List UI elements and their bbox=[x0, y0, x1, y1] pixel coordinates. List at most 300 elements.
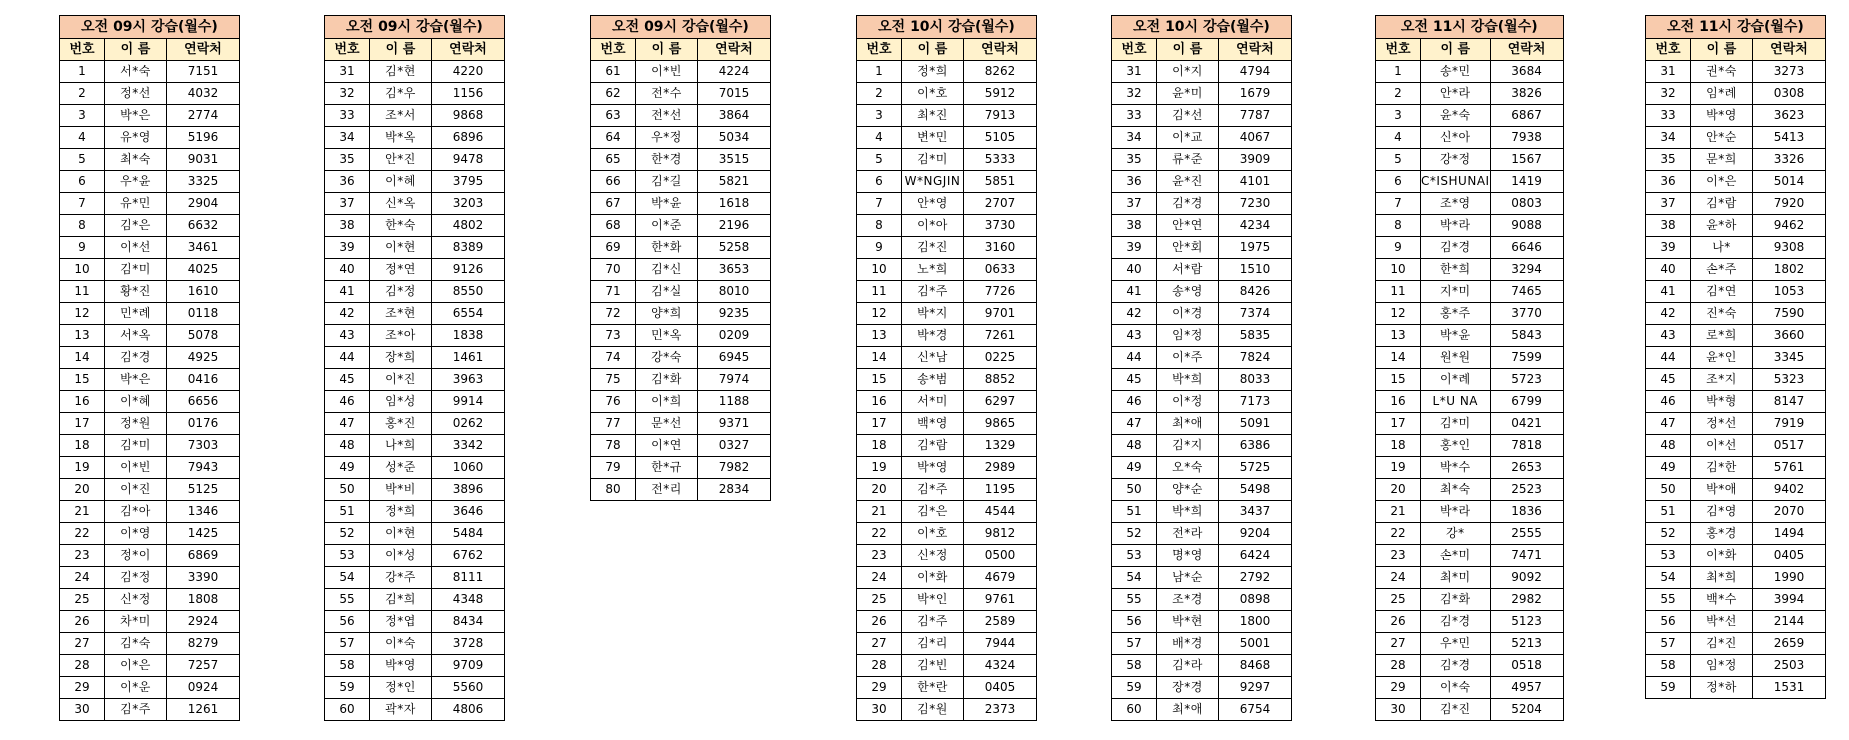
row-phone: 8426 bbox=[1219, 281, 1292, 303]
table-row bbox=[857, 567, 1037, 589]
row-name: 김*주 bbox=[902, 479, 964, 501]
row-number: 22 bbox=[1376, 523, 1421, 545]
row-number: 12 bbox=[60, 303, 105, 325]
row-phone: 9761 bbox=[964, 589, 1037, 611]
row-name: 한*경 bbox=[636, 149, 698, 171]
row-name: 이*호 bbox=[902, 523, 964, 545]
row-phone: 8262 bbox=[964, 61, 1037, 83]
row-phone: 7015 bbox=[698, 83, 771, 105]
row-name: 정*하 bbox=[1691, 677, 1753, 699]
table-row bbox=[1112, 633, 1292, 655]
table-row bbox=[1112, 61, 1292, 83]
table-row bbox=[591, 237, 771, 259]
table-row bbox=[60, 699, 240, 721]
row-number: 52 bbox=[1112, 523, 1157, 545]
row-name: 강*주 bbox=[370, 567, 432, 589]
row-name: 윤*숙 bbox=[1421, 105, 1491, 127]
table-row bbox=[1112, 281, 1292, 303]
row-number: 39 bbox=[325, 237, 370, 259]
row-phone: 4679 bbox=[964, 567, 1037, 589]
table-row bbox=[325, 215, 505, 237]
table-row bbox=[1376, 303, 1564, 325]
row-name: 로*희 bbox=[1691, 325, 1753, 347]
row-number: 49 bbox=[1112, 457, 1157, 479]
table-row bbox=[1376, 523, 1564, 545]
row-number: 28 bbox=[1376, 655, 1421, 677]
table-row bbox=[1376, 457, 1564, 479]
row-number: 75 bbox=[591, 369, 636, 391]
row-name: 최*진 bbox=[902, 105, 964, 127]
table-row bbox=[591, 105, 771, 127]
table-row bbox=[1376, 567, 1564, 589]
row-number: 3 bbox=[857, 105, 902, 127]
row-number: 69 bbox=[591, 237, 636, 259]
row-name: 박*윤 bbox=[636, 193, 698, 215]
row-phone: 1800 bbox=[1219, 611, 1292, 633]
roster-table-1 bbox=[59, 15, 240, 721]
row-phone: 7374 bbox=[1219, 303, 1292, 325]
row-phone: 5323 bbox=[1753, 369, 1826, 391]
row-number: 1 bbox=[60, 61, 105, 83]
row-phone: 6632 bbox=[167, 215, 240, 237]
row-name: 이*빈 bbox=[636, 61, 698, 83]
table-row bbox=[1376, 391, 1564, 413]
row-name: 이*선 bbox=[1691, 435, 1753, 457]
table-row bbox=[60, 457, 240, 479]
row-phone: 7261 bbox=[964, 325, 1037, 347]
row-name: 한*희 bbox=[1421, 259, 1491, 281]
table-row bbox=[1646, 369, 1826, 391]
row-number: 7 bbox=[1376, 193, 1421, 215]
table-row bbox=[1112, 457, 1292, 479]
row-phone: 3160 bbox=[964, 237, 1037, 259]
row-number: 54 bbox=[1646, 567, 1691, 589]
table-row bbox=[325, 325, 505, 347]
table-row bbox=[1646, 347, 1826, 369]
row-name: 류*준 bbox=[1157, 149, 1219, 171]
row-phone: 2589 bbox=[964, 611, 1037, 633]
header-name: 이 름 bbox=[1421, 39, 1491, 61]
table-row bbox=[857, 347, 1037, 369]
row-name: 이*혜 bbox=[105, 391, 167, 413]
row-number: 15 bbox=[1376, 369, 1421, 391]
row-name: 김*숙 bbox=[105, 633, 167, 655]
row-name: 이*연 bbox=[636, 435, 698, 457]
table-row bbox=[1112, 501, 1292, 523]
header-number: 번호 bbox=[857, 39, 902, 61]
table-row bbox=[60, 589, 240, 611]
row-number: 35 bbox=[1646, 149, 1691, 171]
row-name: 김*실 bbox=[636, 281, 698, 303]
row-number: 52 bbox=[1646, 523, 1691, 545]
table-row bbox=[325, 567, 505, 589]
row-name: 조*경 bbox=[1157, 589, 1219, 611]
row-name: 박*비 bbox=[370, 479, 432, 501]
row-name: 김*현 bbox=[370, 61, 432, 83]
row-name: 박*윤 bbox=[1421, 325, 1491, 347]
header-number: 번호 bbox=[591, 39, 636, 61]
row-phone: 2144 bbox=[1753, 611, 1826, 633]
table-row bbox=[591, 127, 771, 149]
row-phone: 9088 bbox=[1490, 215, 1563, 237]
table-row bbox=[1646, 457, 1826, 479]
row-phone: 4234 bbox=[1219, 215, 1292, 237]
row-number: 33 bbox=[325, 105, 370, 127]
header-row bbox=[1646, 39, 1826, 61]
table-row bbox=[60, 215, 240, 237]
table-row bbox=[857, 633, 1037, 655]
row-number: 74 bbox=[591, 347, 636, 369]
header-phone: 연락처 bbox=[1219, 39, 1292, 61]
row-name: 김*미 bbox=[105, 435, 167, 457]
row-number: 14 bbox=[857, 347, 902, 369]
row-number: 44 bbox=[325, 347, 370, 369]
header-name: 이 름 bbox=[1157, 39, 1219, 61]
table-row bbox=[1112, 545, 1292, 567]
row-phone: 6896 bbox=[432, 127, 505, 149]
row-phone: 0176 bbox=[167, 413, 240, 435]
row-name: 이*준 bbox=[636, 215, 698, 237]
table-row bbox=[591, 193, 771, 215]
row-number: 6 bbox=[60, 171, 105, 193]
row-name: 명*영 bbox=[1157, 545, 1219, 567]
header-number: 번호 bbox=[60, 39, 105, 61]
header-row bbox=[591, 39, 771, 61]
table-row bbox=[1112, 149, 1292, 171]
table-row bbox=[1112, 237, 1292, 259]
row-name: 박*선 bbox=[1691, 611, 1753, 633]
row-name: 김*원 bbox=[902, 699, 964, 721]
table-row bbox=[1376, 369, 1564, 391]
table-row bbox=[1646, 567, 1826, 589]
row-number: 24 bbox=[857, 567, 902, 589]
row-phone: 6945 bbox=[698, 347, 771, 369]
row-phone: 1836 bbox=[1490, 501, 1563, 523]
row-number: 53 bbox=[325, 545, 370, 567]
table-row bbox=[325, 545, 505, 567]
row-number: 31 bbox=[1646, 61, 1691, 83]
table-row bbox=[1646, 215, 1826, 237]
row-number: 11 bbox=[1376, 281, 1421, 303]
row-name: 이*아 bbox=[902, 215, 964, 237]
row-phone: 7471 bbox=[1490, 545, 1563, 567]
row-phone: 2774 bbox=[167, 105, 240, 127]
row-name: 최*애 bbox=[1157, 699, 1219, 721]
table-row bbox=[1646, 303, 1826, 325]
row-number: 15 bbox=[857, 369, 902, 391]
table-title: 오전 10시 강습(월수) bbox=[1112, 16, 1292, 39]
row-phone: 8033 bbox=[1219, 369, 1292, 391]
table-row bbox=[1646, 391, 1826, 413]
row-phone: 0308 bbox=[1753, 83, 1826, 105]
row-name: 안*진 bbox=[370, 149, 432, 171]
row-number: 4 bbox=[60, 127, 105, 149]
row-phone: 6656 bbox=[167, 391, 240, 413]
row-number: 67 bbox=[591, 193, 636, 215]
row-name: 나*희 bbox=[370, 435, 432, 457]
row-phone: 0421 bbox=[1490, 413, 1563, 435]
row-number: 76 bbox=[591, 391, 636, 413]
table-row bbox=[1376, 413, 1564, 435]
row-number: 48 bbox=[325, 435, 370, 457]
row-phone: 2523 bbox=[1490, 479, 1563, 501]
row-phone: 9865 bbox=[964, 413, 1037, 435]
table-row bbox=[1112, 259, 1292, 281]
row-phone: 2834 bbox=[698, 479, 771, 501]
row-phone: 1461 bbox=[432, 347, 505, 369]
header-phone: 연락처 bbox=[1753, 39, 1826, 61]
row-phone: 1567 bbox=[1490, 149, 1563, 171]
row-name: 신*아 bbox=[1421, 127, 1491, 149]
row-name: 손*미 bbox=[1421, 545, 1491, 567]
row-phone: 0225 bbox=[964, 347, 1037, 369]
table-row bbox=[857, 237, 1037, 259]
row-number: 8 bbox=[857, 215, 902, 237]
row-phone: 7920 bbox=[1753, 193, 1826, 215]
row-name: 송*민 bbox=[1421, 61, 1491, 83]
row-name: 홍*주 bbox=[1421, 303, 1491, 325]
row-name: 정*희 bbox=[370, 501, 432, 523]
row-phone: 8468 bbox=[1219, 655, 1292, 677]
table-row bbox=[857, 369, 1037, 391]
row-name: L*U NA bbox=[1421, 391, 1491, 413]
table-row bbox=[857, 281, 1037, 303]
row-number: 77 bbox=[591, 413, 636, 435]
row-name: 문*희 bbox=[1691, 149, 1753, 171]
table-row bbox=[325, 699, 505, 721]
row-name: 이*진 bbox=[105, 479, 167, 501]
table-row bbox=[1376, 633, 1564, 655]
row-name: 임*정 bbox=[1157, 325, 1219, 347]
row-name: 김*희 bbox=[370, 589, 432, 611]
table-row bbox=[1112, 655, 1292, 677]
row-name: 서*미 bbox=[902, 391, 964, 413]
row-name: 신*정 bbox=[902, 545, 964, 567]
row-number: 10 bbox=[1376, 259, 1421, 281]
row-name: 김*미 bbox=[1421, 413, 1491, 435]
row-phone: 3770 bbox=[1490, 303, 1563, 325]
row-number: 13 bbox=[857, 325, 902, 347]
table-row bbox=[325, 303, 505, 325]
row-phone: 9478 bbox=[432, 149, 505, 171]
table-row bbox=[1376, 83, 1564, 105]
table-row bbox=[1376, 655, 1564, 677]
table-title-row bbox=[591, 16, 771, 39]
row-name: 김*한 bbox=[1691, 457, 1753, 479]
table-row bbox=[857, 435, 1037, 457]
table-row bbox=[60, 259, 240, 281]
table-row bbox=[325, 83, 505, 105]
table-row bbox=[591, 325, 771, 347]
row-number: 9 bbox=[1376, 237, 1421, 259]
row-name: 박*라 bbox=[1421, 215, 1491, 237]
row-number: 18 bbox=[857, 435, 902, 457]
table-row bbox=[857, 193, 1037, 215]
row-phone: 1679 bbox=[1219, 83, 1292, 105]
row-phone: 3437 bbox=[1219, 501, 1292, 523]
row-phone: 1419 bbox=[1490, 171, 1563, 193]
row-name: 이*진 bbox=[370, 369, 432, 391]
row-number: 2 bbox=[60, 83, 105, 105]
row-name: 이*현 bbox=[370, 237, 432, 259]
row-phone: 1838 bbox=[432, 325, 505, 347]
row-phone: 5091 bbox=[1219, 413, 1292, 435]
row-name: 나* bbox=[1691, 237, 1753, 259]
row-phone: 3994 bbox=[1753, 589, 1826, 611]
table-title-row bbox=[857, 16, 1037, 39]
table-row bbox=[1646, 105, 1826, 127]
row-phone: 5498 bbox=[1219, 479, 1292, 501]
row-phone: 1053 bbox=[1753, 281, 1826, 303]
row-phone: 5125 bbox=[167, 479, 240, 501]
table-row bbox=[1376, 325, 1564, 347]
row-number: 45 bbox=[325, 369, 370, 391]
row-name: 노*희 bbox=[902, 259, 964, 281]
row-name: 오*숙 bbox=[1157, 457, 1219, 479]
row-name: 박*라 bbox=[1421, 501, 1491, 523]
row-number: 54 bbox=[325, 567, 370, 589]
table-row bbox=[325, 105, 505, 127]
row-phone: 1510 bbox=[1219, 259, 1292, 281]
table-row bbox=[857, 61, 1037, 83]
row-name: 송*범 bbox=[902, 369, 964, 391]
table-row bbox=[857, 215, 1037, 237]
row-phone: 4925 bbox=[167, 347, 240, 369]
table-row bbox=[1112, 215, 1292, 237]
row-name: 박*경 bbox=[902, 325, 964, 347]
row-number: 17 bbox=[857, 413, 902, 435]
row-name: 장*희 bbox=[370, 347, 432, 369]
roster-table-5 bbox=[1111, 15, 1292, 721]
row-phone: 9709 bbox=[432, 655, 505, 677]
row-phone: 8434 bbox=[432, 611, 505, 633]
header-phone: 연락처 bbox=[964, 39, 1037, 61]
row-number: 27 bbox=[60, 633, 105, 655]
row-phone: 9402 bbox=[1753, 479, 1826, 501]
row-name: 임*례 bbox=[1691, 83, 1753, 105]
row-number: 52 bbox=[325, 523, 370, 545]
table-row bbox=[1646, 479, 1826, 501]
row-name: 윤*진 bbox=[1157, 171, 1219, 193]
table-row bbox=[591, 347, 771, 369]
row-name: 윤*하 bbox=[1691, 215, 1753, 237]
table-row bbox=[60, 611, 240, 633]
row-number: 19 bbox=[1376, 457, 1421, 479]
row-number: 19 bbox=[857, 457, 902, 479]
table-row bbox=[1646, 523, 1826, 545]
row-phone: 5723 bbox=[1490, 369, 1563, 391]
row-phone: 3294 bbox=[1490, 259, 1563, 281]
header-number: 번호 bbox=[1112, 39, 1157, 61]
row-phone: 5912 bbox=[964, 83, 1037, 105]
row-phone: 5014 bbox=[1753, 171, 1826, 193]
table-row bbox=[1376, 435, 1564, 457]
row-name: 이*혜 bbox=[370, 171, 432, 193]
row-name: 우*정 bbox=[636, 127, 698, 149]
row-number: 49 bbox=[1646, 457, 1691, 479]
row-phone: 1990 bbox=[1753, 567, 1826, 589]
row-number: 18 bbox=[1376, 435, 1421, 457]
row-phone: 6867 bbox=[1490, 105, 1563, 127]
table-row bbox=[1646, 83, 1826, 105]
table-row bbox=[857, 611, 1037, 633]
table-row bbox=[1112, 105, 1292, 127]
row-name: 정*선 bbox=[1691, 413, 1753, 435]
table-row bbox=[325, 281, 505, 303]
row-name: 강*정 bbox=[1421, 149, 1491, 171]
row-phone: 5001 bbox=[1219, 633, 1292, 655]
row-phone: 2659 bbox=[1753, 633, 1826, 655]
row-number: 40 bbox=[1112, 259, 1157, 281]
row-number: 6 bbox=[857, 171, 902, 193]
table-row bbox=[60, 479, 240, 501]
row-name: 김*연 bbox=[1691, 281, 1753, 303]
row-name: 이*희 bbox=[636, 391, 698, 413]
row-name: 원*원 bbox=[1421, 347, 1491, 369]
table-row bbox=[60, 281, 240, 303]
row-phone: 2196 bbox=[698, 215, 771, 237]
row-phone: 7151 bbox=[167, 61, 240, 83]
table-row bbox=[60, 237, 240, 259]
header-name: 이 름 bbox=[1691, 39, 1753, 61]
table-row bbox=[1112, 567, 1292, 589]
table-row bbox=[325, 435, 505, 457]
row-number: 6 bbox=[1376, 171, 1421, 193]
table-row bbox=[325, 413, 505, 435]
row-phone: 7974 bbox=[698, 369, 771, 391]
row-phone: 8389 bbox=[432, 237, 505, 259]
row-phone: 6646 bbox=[1490, 237, 1563, 259]
table-row bbox=[325, 633, 505, 655]
row-phone: 1494 bbox=[1753, 523, 1826, 545]
row-name: 한*란 bbox=[902, 677, 964, 699]
table-row bbox=[325, 127, 505, 149]
table-row bbox=[591, 457, 771, 479]
row-phone: 7787 bbox=[1219, 105, 1292, 127]
row-number: 61 bbox=[591, 61, 636, 83]
table-row bbox=[325, 523, 505, 545]
row-name: 임*성 bbox=[370, 391, 432, 413]
row-name: 전*수 bbox=[636, 83, 698, 105]
row-phone: 2503 bbox=[1753, 655, 1826, 677]
table-row bbox=[60, 545, 240, 567]
row-name: 서*람 bbox=[1157, 259, 1219, 281]
row-phone: 4957 bbox=[1490, 677, 1563, 699]
row-phone: 6297 bbox=[964, 391, 1037, 413]
table-row bbox=[325, 457, 505, 479]
table-row bbox=[591, 435, 771, 457]
row-name: 배*경 bbox=[1157, 633, 1219, 655]
table-row bbox=[60, 193, 240, 215]
row-name: 김*길 bbox=[636, 171, 698, 193]
row-name: 우*민 bbox=[1421, 633, 1491, 655]
header-number: 번호 bbox=[325, 39, 370, 61]
row-name: 신*정 bbox=[105, 589, 167, 611]
row-number: 50 bbox=[1646, 479, 1691, 501]
row-phone: 8852 bbox=[964, 369, 1037, 391]
row-number: 47 bbox=[325, 413, 370, 435]
row-number: 48 bbox=[1112, 435, 1157, 457]
row-name: 김*경 bbox=[1421, 237, 1491, 259]
row-name: 곽*자 bbox=[370, 699, 432, 721]
row-number: 41 bbox=[1646, 281, 1691, 303]
row-name: 이*은 bbox=[105, 655, 167, 677]
row-phone: 0405 bbox=[1753, 545, 1826, 567]
table-row bbox=[1376, 611, 1564, 633]
table-row bbox=[857, 457, 1037, 479]
row-number: 60 bbox=[325, 699, 370, 721]
row-number: 10 bbox=[60, 259, 105, 281]
